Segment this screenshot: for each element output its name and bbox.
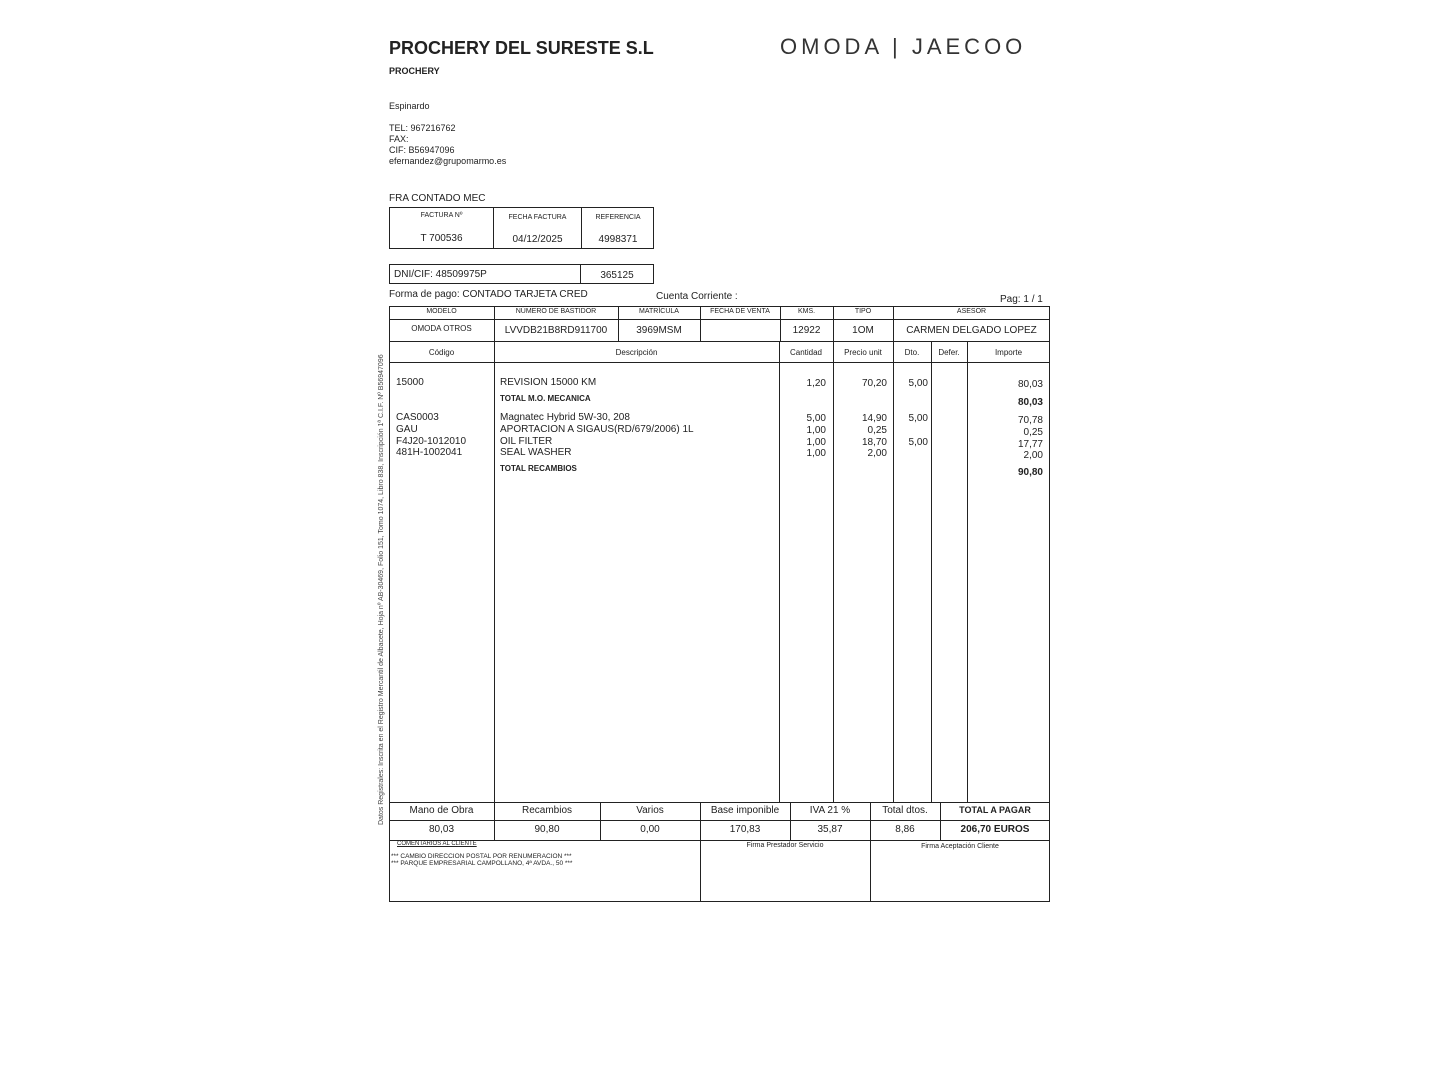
totals-header: Recambios: [521, 805, 573, 816]
firma-prestador: Firma Prestador Servicio: [746, 842, 824, 849]
item-amount: 2,00: [1023, 450, 1043, 461]
item-unit-price: 70,20: [861, 378, 887, 389]
company-tel: TEL: 967216762: [389, 123, 456, 133]
items-header: Dto.: [904, 348, 920, 357]
totals-header: IVA 21 %: [809, 805, 851, 816]
items-header: Cantidad: [789, 348, 823, 357]
totals-table: [389, 802, 1050, 902]
item-description: APORTACION A SIGAUS(RD/679/2006) 1L: [500, 424, 694, 435]
item-quantity: 1,00: [806, 425, 826, 436]
totals-value: 170,83: [729, 824, 761, 835]
vehicle-header: MODELO: [426, 308, 457, 315]
company-contact: [389, 123, 506, 167]
vehicle-header: MATRÍCULA: [639, 308, 679, 315]
registry-text: Datos Registrales: Inscrita en el Registro Mercantil de Albacete, Hoja nº AB-30469, Folio 151, Tomo 1074, Libro 838, Inscripción 1ª C.I.F. Nº B56947096: [378, 354, 385, 825]
item-discount: 5,00: [908, 437, 928, 448]
item-amount: 80,03: [1017, 379, 1043, 390]
payment-method: Forma de pago: CONTADO TARJETA CRED: [389, 289, 588, 300]
subtotal-mo: 80,03: [1017, 397, 1043, 408]
items-header: Descripción: [615, 348, 658, 357]
item-amount: 0,25: [1023, 427, 1043, 438]
totals-value: 90,80: [534, 824, 560, 835]
item-quantity: 1,00: [806, 448, 826, 459]
items-header: Defer.: [938, 348, 960, 357]
totals-value: 0,00: [640, 824, 660, 835]
item-discount: 5,00: [908, 413, 928, 424]
vehicle-header: NÚMERO DE BASTIDOR: [515, 308, 597, 315]
items-table: [389, 341, 1050, 803]
company-cif: CIF: B56947096: [389, 145, 455, 155]
items-header: Importe: [994, 348, 1023, 357]
totals-header: Base imponible: [710, 805, 780, 816]
factura-label: FACTURA Nº: [420, 212, 463, 219]
vehicle-value: 1OM: [852, 325, 874, 336]
item-description: REVISION 15000 KM: [500, 377, 597, 388]
vehicle-value: LVVDB21B8RD911700: [504, 325, 608, 336]
doc-type: FRA CONTADO MEC: [389, 193, 486, 204]
totals-value: 8,86: [895, 824, 915, 835]
items-header: Precio unit: [844, 348, 882, 357]
company-fax: FAX:: [389, 134, 409, 144]
item-code: 15000: [396, 377, 424, 388]
company-name: PROCHERY DEL SURESTE S.L: [389, 38, 654, 58]
item-code: 481H-1002041: [396, 447, 463, 458]
totals-header: Total dtos.: [882, 805, 928, 816]
totals-value: 80,03: [428, 824, 455, 835]
item-unit-price: 0,25: [867, 425, 887, 436]
item-code: GAU: [396, 424, 418, 435]
item-description: OIL FILTER: [500, 436, 553, 447]
totals-header: Varios: [636, 805, 664, 816]
vehicle-header: FECHA DE VENTA: [710, 308, 770, 315]
fecha-label: FECHA FACTURA: [508, 214, 567, 221]
brand-logo: OMODA | JAECOO: [780, 34, 1027, 59]
comment-line-1: *** CAMBIO DIRECCION POSTAL POR RENUMERACION ***: [391, 853, 572, 860]
fecha-factura: 04/12/2025: [512, 234, 563, 245]
item-discount: 5,00: [908, 378, 928, 389]
subtotal-mo-label: TOTAL M.O. MECANICA: [500, 394, 591, 403]
item-amount: 17,77: [1017, 439, 1043, 450]
company-email: efernandez@grupomarmo.es: [389, 156, 507, 166]
totals-value: 206,70 EUROS: [960, 824, 1030, 835]
vehicle-header: KMS.: [797, 308, 816, 315]
item-unit-price: 2,00: [867, 448, 887, 459]
item-quantity: 1,20: [806, 378, 826, 389]
subtotal-recambios: 90,80: [1017, 467, 1043, 478]
items-header: Código: [428, 348, 455, 357]
totals-header: Mano de Obra: [409, 805, 474, 816]
item-unit-price: 14,90: [861, 413, 887, 424]
client-code: 365125: [600, 270, 634, 281]
referencia: 4998371: [598, 234, 638, 245]
comment-line-2: *** PARQUE EMPRESARIAL CAMPOLLANO, 4ª AVDA., 50 ***: [391, 860, 573, 867]
cuenta-corriente: Cuenta Corriente :: [656, 291, 738, 302]
item-code: F4J20-1012010: [396, 436, 467, 447]
item-quantity: 1,00: [806, 437, 826, 448]
totals-header: TOTAL A PAGAR: [959, 805, 1031, 815]
vehicle-value: CARMEN DELGADO LOPEZ: [906, 325, 1037, 336]
subtotal-recambios-label: TOTAL RECAMBIOS: [500, 464, 577, 473]
vehicle-value: 3969MSM: [636, 325, 682, 336]
comments-label: COMENTARIOS AL CLIENTE: [397, 841, 477, 847]
company-short: PROCHERY: [389, 66, 440, 76]
vehicle-header: TIPO: [854, 308, 872, 315]
item-description: Magnatec Hybrid 5W-30, 208: [500, 412, 630, 423]
item-description: SEAL WASHER: [500, 447, 572, 458]
page-number: Pag: 1 / 1: [1000, 294, 1043, 305]
vehicle-header: ASESOR: [956, 308, 987, 315]
firma-cliente: Firma Aceptación Cliente: [921, 843, 999, 850]
client-dni: DNI/CIF: 48509975P: [394, 269, 487, 280]
totals-value: 35,87: [817, 824, 843, 835]
vehicle-value: 12922: [792, 325, 821, 336]
item-unit-price: 18,70: [861, 437, 887, 448]
item-code: CAS0003: [396, 412, 439, 423]
factura-number: T 700536: [420, 233, 463, 244]
item-quantity: 5,00: [806, 413, 826, 424]
item-amount: 70,78: [1017, 415, 1043, 426]
company-city: Espinardo: [389, 101, 430, 111]
vehicle-value: OMODA OTROS: [411, 324, 472, 333]
ref-label: REFERENCIA: [595, 214, 641, 221]
